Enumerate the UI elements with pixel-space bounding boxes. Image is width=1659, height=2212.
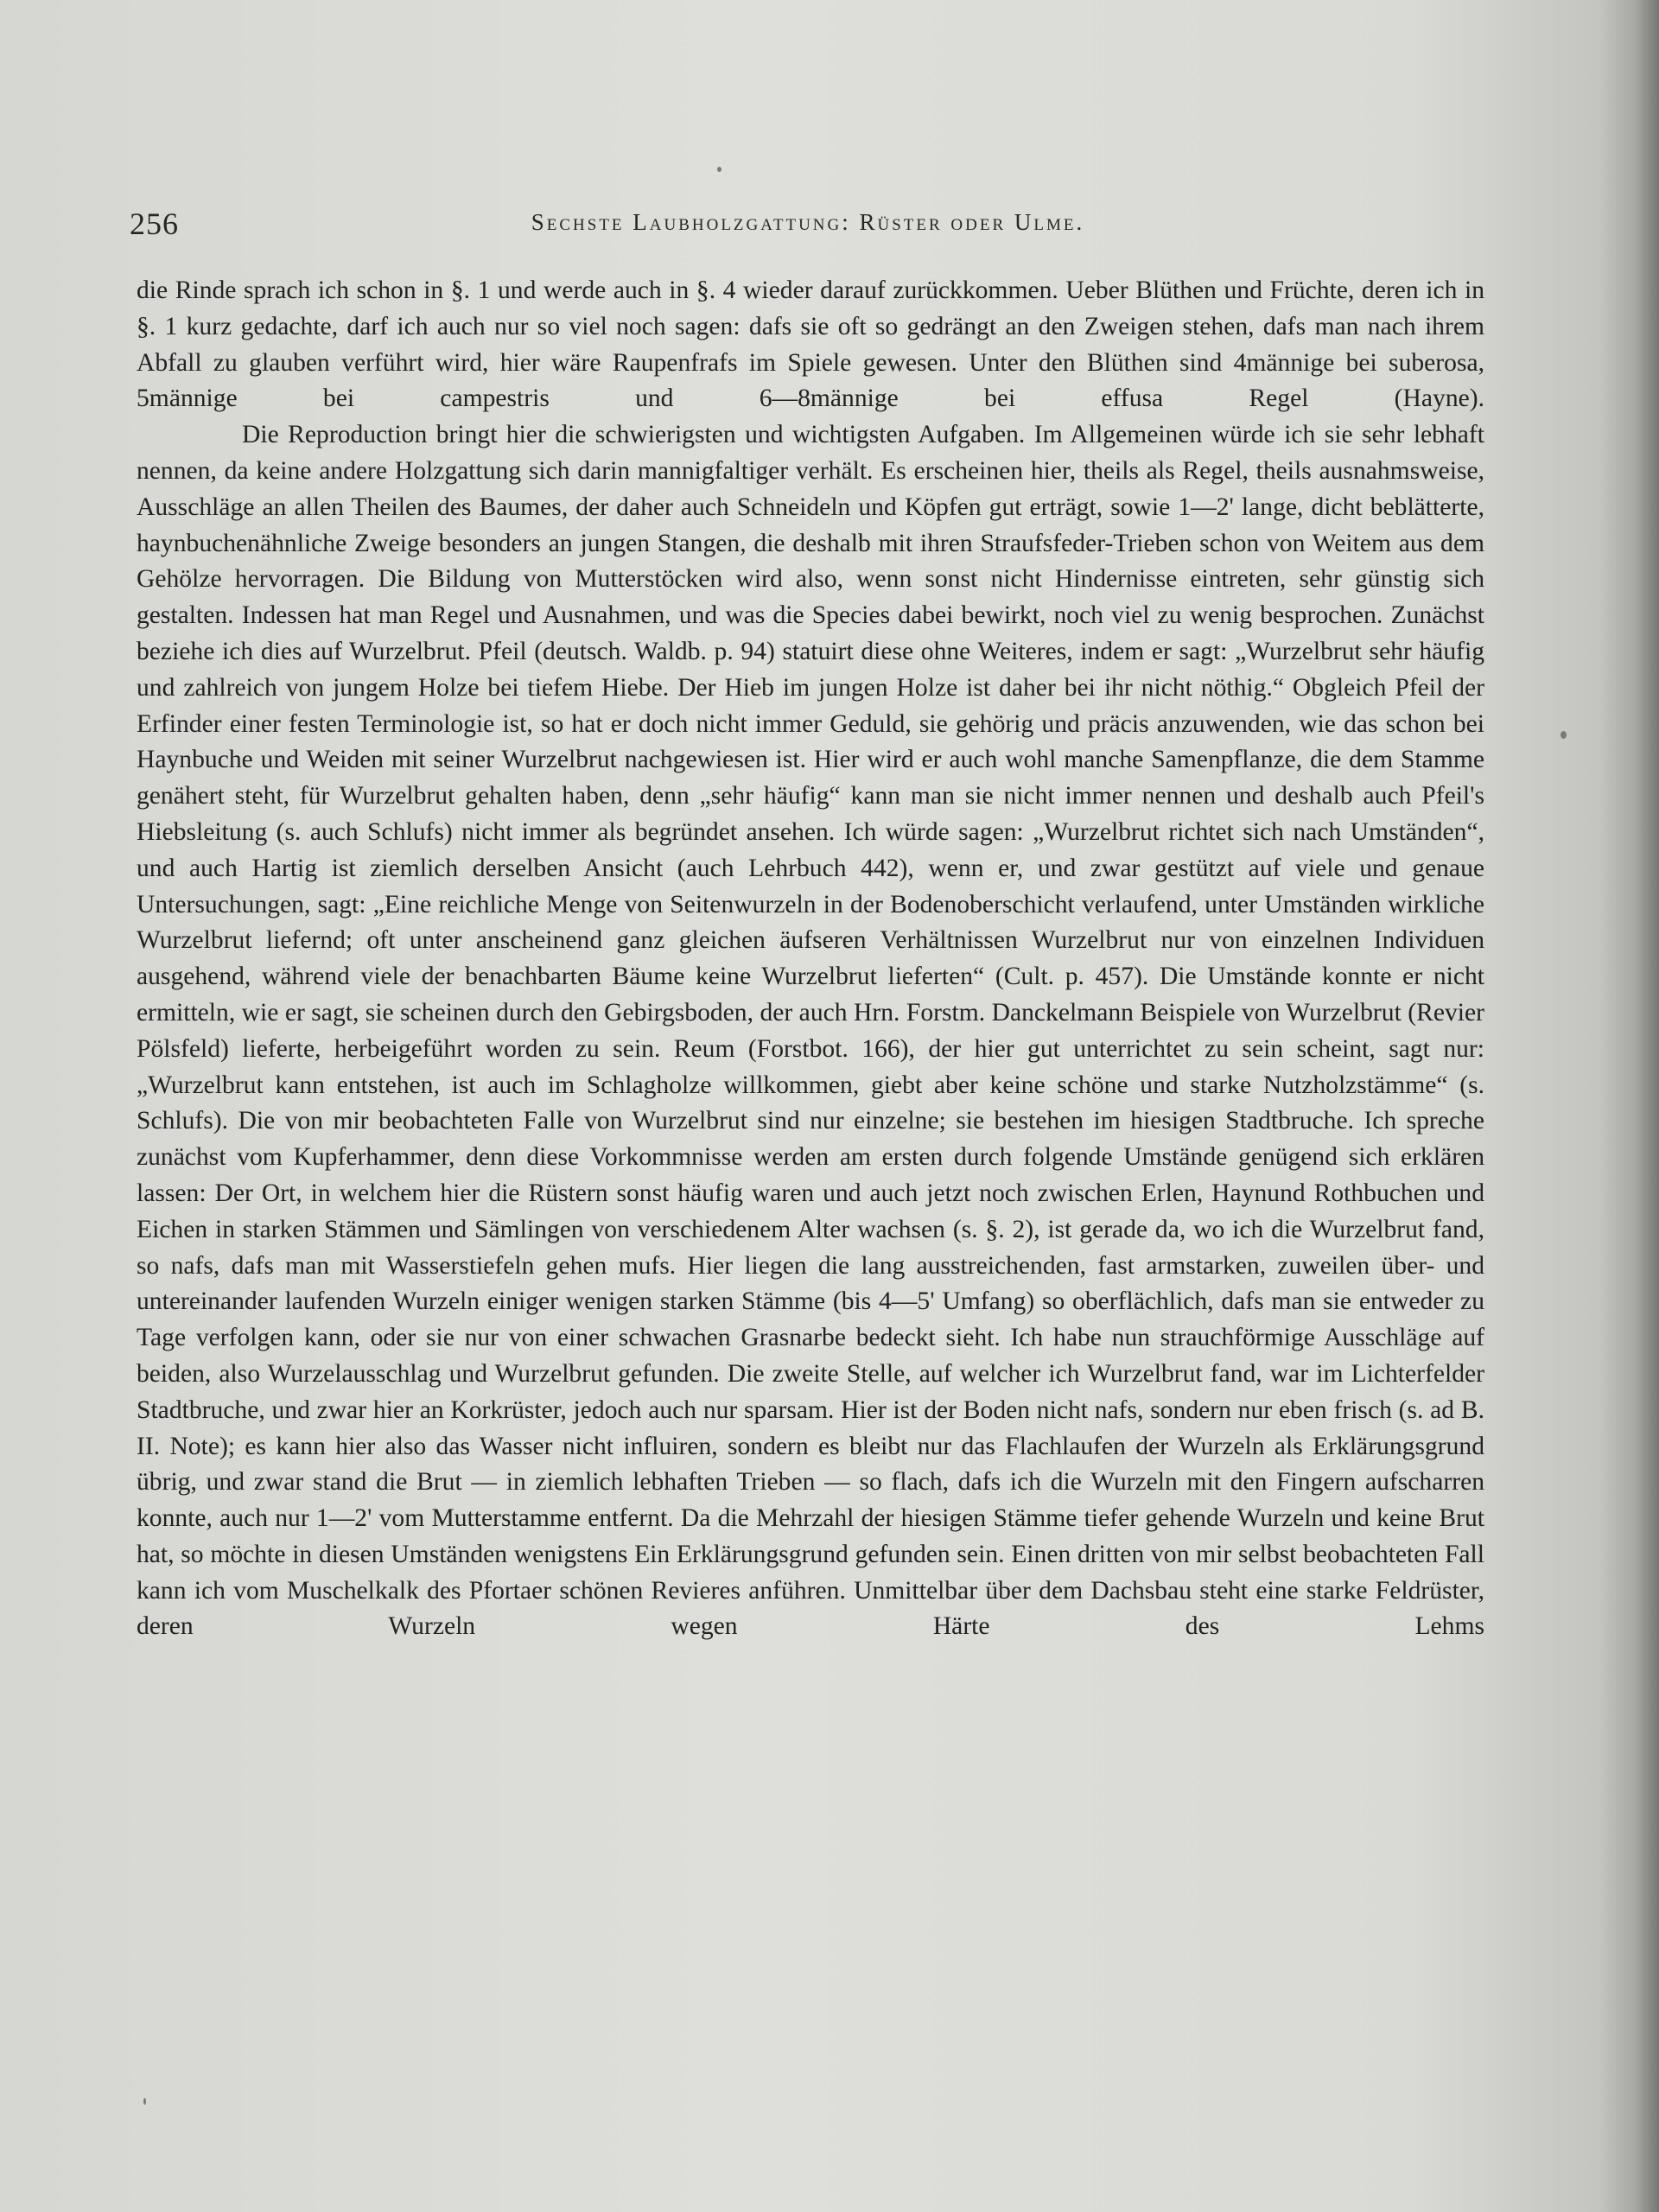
paragraph-2: Die Reproduction bringt hier die schwierigsten und wichtigsten Aufgaben. Im Allgemeinen würde ich sie sehr lebhaft nennen, da keine andere Holzgattung sich darin mannigfaltiger verhält. Es erscheinen hier, theils als Regel, theils ausnahmsweise, Ausschläge an allen Theilen des Baumes, der daher auch Schneideln und Köpfen gut erträgt, sowie 1—2' lange, dicht beblätterte, haynbuchenähnliche Zweige besonders an jungen Stangen, die deshalb mit ihren Straufsfeder-Trieben schon von Weitem aus dem Gehölze hervorragen. Die Bildung von Mutterstöcken wird also, wenn sonst nicht Hindernisse eintreten, sehr günstig sich gestalten. Indessen hat man Regel und Ausnahmen, und was die Species dabei bewirkt, noch viel zu wenig besprochen. Zunächst beziehe ich dies auf Wurzelbrut. Pfeil (deutsch. Waldb. p. 94) statuirt diese ohne Weiteres, indem er sagt: „Wurzelbrut sehr häufig und zahlreich von jungem Holze bei tiefem Hiebe. Der Hieb im jungen Holze ist daher bei ihr nicht nöthig.“ Obgleich Pfeil der Erfinder einer festen Terminologie ist, so hat er doch nicht immer Geduld, sie gehörig und präcis anzuwenden, wie das schon bei Haynbuche und Weiden mit seiner Wurzelbrut nachgewiesen ist. Hier wird er auch wohl manche Samenpflanze, die dem Stamme genähert steht, für Wurzelbrut gehalten haben, denn „sehr häufig“ kann man sie nicht immer nennen und deshalb auch Pfeil's Hiebsleitung (s. auch Schlufs) nicht immer als begründet ansehen. Ich würde sagen: „Wurzelbrut richtet sich nach Umständen“, und auch Hartig ist ziemlich derselben Ansicht (auch Lehrbuch 442), wenn er, und zwar gestützt auf viele und genaue Untersuchungen, sagt: „Eine reichliche Menge von Seitenwurzeln in der Bodenoberschicht verlaufend, unter Umständen wirkliche Wurzelbrut liefernd; oft unter anscheinend ganz gleichen äufseren Verhältnissen Wurzelbrut nur von einzelnen Individuen ausgehend, während viele der benachbarten Bäume keine Wurzelbrut lieferten“ (Cult. p. 457). Die Umstände konnte er nicht ermitteln, wie er sagt, sie scheinen durch den Gebirgsboden, der auch Hrn. Forstm. Danckelmann Beispiele von Wurzelbrut (Revier Pölsfeld) lieferte, herbeigeführt worden zu sein. Reum (Forstbot. 166), der hier gut unterrichtet zu sein scheint, sagt nur: „Wurzelbrut kann entstehen, ist auch im Schlagholze willkommen, giebt aber keine schöne und starke Nutzholzstämme“ (s. Schlufs). Die von mir beobachteten Falle von Wurzelbrut sind nur einzelne; sie bestehen im hiesigen Stadtbruche. Ich spreche zunächst vom Kupferhammer, denn diese Vorkommnisse werden am ersten durch folgende Umstände genügend sich erklären lassen: Der Ort, in welchem hier die Rüstern sonst häufig waren und auch jetzt noch zwischen Erlen, Haynund Rothbuchen und Eichen in starken Stämmen und Sämlingen von verschiedenem Alter wachsen (s. §. 2), ist gerade da, wo ich die Wurzelbrut fand, so nafs, dafs man mit Wasserstiefeln gehen mufs. Hier liegen die lang ausstreichenden, fast armstarken, zuweilen über- und untereinander laufenden Wurzeln einiger wenigen starken Stämme (bis 4—5' Umfang) so oberflächlich, dafs man sie entweder zu Tage verfolgen kann, oder sie nur von einer schwachen Grasnarbe bedeckt sieht. Ich habe nun strauchförmige Ausschläge auf beiden, also Wurzelausschlag und Wurzelbrut gefunden. Die zweite Stelle, auf welcher ich Wurzelbrut fand, war im Lichterfelder Stadtbruche, und zwar hier an Korkrüster, jedoch auch nur sparsam. Hier ist der Boden nicht nafs, sondern nur eben frisch (s. ad B. II. Note); es kann hier also das Wasser nicht influiren, sondern es bleibt nur das Flachlaufen der Wurzeln als Erklärungsgrund übrig, und zwar stand die Brut — in ziemlich lebhaften Trieben — so flach, dafs ich die Wurzeln mit den Fingern aufscharren konnte, auch nur 1—2' vom Mutterstamme entfernt. Da die Mehrzahl der hiesigen Stämme tiefer gehende Wurzeln und keine Brut hat, so möchte in diesen Umständen wenigstens Ein Erklärungsgrund gefunden sein. Einen dritten von mir selbst beobachteten Fall kann ich vom Muschelkalk des Pfortaer schönen Revieres anführen. Unmittelbar über dem Dachsbau steht eine starke Feldrüster, deren Wurzeln wegen Härte des Lehms bbox=[137, 421, 1484, 1641]
body-text bbox=[137, 273, 1484, 1645]
paper-fleck bbox=[1560, 731, 1567, 739]
running-title: Sechste Laubholzgattung: Rüster oder Ulme. bbox=[531, 209, 1085, 235]
page-edge-shadow bbox=[1599, 0, 1659, 2212]
paper-fleck bbox=[717, 167, 721, 172]
page-header bbox=[130, 206, 1486, 249]
paragraph-1: die Rinde sprach ich schon in §. 1 und werde auch in §. 4 wieder darauf zurückkommen. Ueber Blüthen und Früchte, deren ich in §. 1 kurz gedachte, darf ich auch nur so viel noch sagen: dafs sie oft so gedrängt an den Zweigen stehen, dafs man nach ihrem Abfall zu glauben verführt wird, hier wäre Raupenfrafs im Spiele gewesen. Unter den Blüthen sind 4männige bei suberosa, 5männige bei campestris und 6—8männige bei effusa Regel (Hayne). bbox=[137, 276, 1484, 413]
page-number: 256 bbox=[130, 207, 179, 241]
paper-fleck bbox=[143, 2098, 146, 2105]
